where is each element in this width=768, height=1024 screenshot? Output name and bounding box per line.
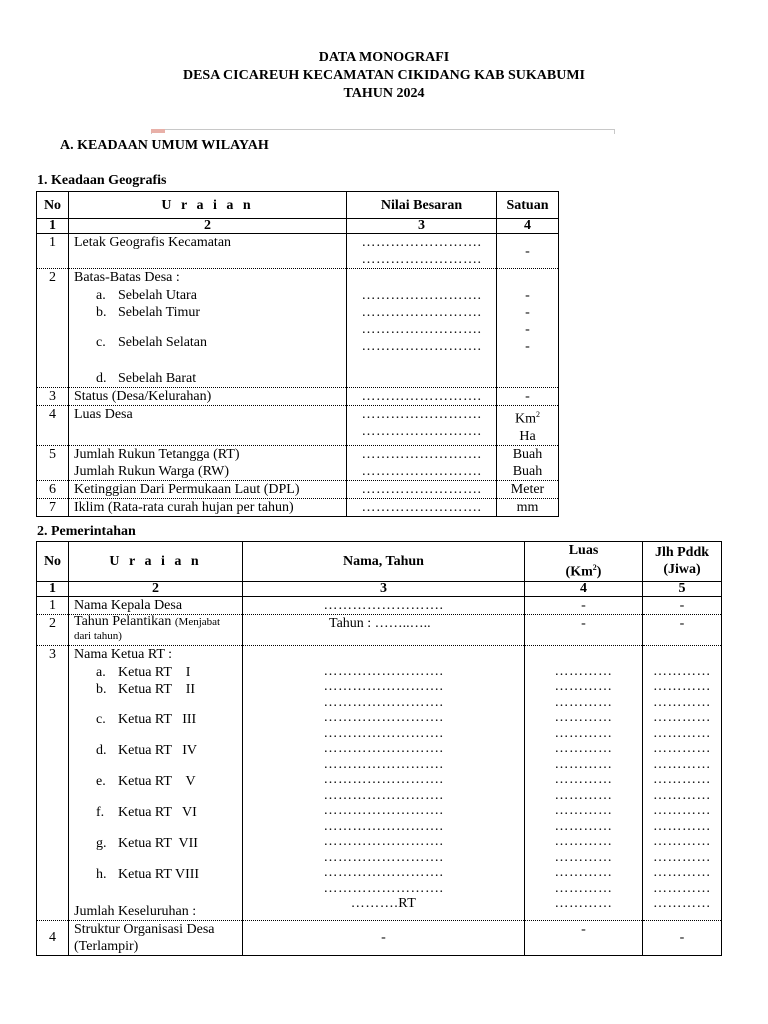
gov-row-label: Nama Kepala Desa: [69, 596, 243, 614]
geo-row-unit: Km$^2$ Ha: [497, 406, 559, 446]
gov-header-no: No: [37, 542, 69, 582]
geo-row-value: ……………………. …………………….: [347, 234, 497, 269]
gov-row-value: …………………….: [243, 596, 525, 614]
geo-row-value: ……………………. …………………….: [347, 445, 497, 480]
gov-header-luas: Luas (Km$^2$): [525, 542, 643, 582]
gov-row-pddk: -: [643, 920, 722, 955]
geo-row-unit: Buah Buah: [497, 445, 559, 480]
doc-title: DATA MONOGRAFI: [318, 50, 450, 65]
gov-header-nama: Nama, Tahun: [243, 542, 525, 582]
gov-row-value: -: [243, 920, 525, 955]
gov-row-label: Nama Ketua RT : a. Ketua RT I b. Ketua RT II c. Ketua RT III d. Ketua RT IV e. Ketua RT V f. Ketua RT VI g. Ketua RT VII h. Ketua RT VIII Jumlah Keseluruhan :: [69, 645, 243, 920]
gov-header-pddk: Jlh Pddk (Jiwa): [643, 542, 722, 582]
geo-colnum: 3: [347, 219, 497, 234]
gov-row-no: 1: [37, 596, 69, 614]
doc-subtitle: DESA CICAREUH KECAMATAN CIKIDANG KAB SUKABUMI: [182, 68, 585, 83]
geo-row-label: Luas Desa: [69, 406, 347, 446]
gov-row-luas: -: [525, 614, 643, 645]
gov-row-pddk: ………… ………… ………… ………… ………… ………… ………… ………… ………… ………… ………… ………… ………… ………… ………… …………: [643, 645, 722, 920]
geo-row-unit: mm: [497, 498, 559, 516]
geo-heading: 1. Keadaan Geografis: [37, 173, 167, 188]
gov-row-luas: -: [525, 920, 643, 955]
geo-row-value: …………………….: [347, 388, 497, 406]
geo-row-label: Letak Geografis Kecamatan: [69, 234, 347, 269]
gov-colnum: 4: [525, 581, 643, 596]
doc-year: TAHUN 2024: [343, 86, 425, 101]
gov-row-label: Struktur Organisasi Desa (Terlampir): [69, 920, 243, 955]
geo-row-unit: -: [497, 388, 559, 406]
geo-row-label: Status (Desa/Kelurahan): [69, 388, 347, 406]
faint-marker-icon: [151, 129, 165, 133]
gov-colnum: 2: [69, 581, 243, 596]
geo-row-value: …………………….: [347, 498, 497, 516]
geo-row-unit: Meter: [497, 480, 559, 498]
geo-row-label: Iklim (Rata-rata curah hujan per tahun): [69, 498, 347, 516]
gov-table: [36, 541, 722, 956]
document-header: [0, 49, 768, 103]
geo-row-no: 7: [37, 498, 69, 516]
geo-row-label: Batas-Batas Desa : a. Sebelah Utara b. Sebelah Timur c. Sebelah Selatan d. Sebelah Barat: [69, 269, 347, 388]
geo-colnum: 1: [37, 219, 69, 234]
geo-row-unit: - - - -: [497, 269, 559, 388]
gov-row-luas: ………… ………… ………… ………… ………… ………… ………… ………… ………… ………… ………… ………… ………… ………… ………… …………: [525, 645, 643, 920]
gov-row-no: 4: [37, 920, 69, 955]
gov-row-value: ……………………. ……………………. ……………………. ……………………. ……………………. ……………………. ……………………. ……………………. ……………………. ……………………. ……………………. ……………………. ……………………. ……………………. ……………………. ……….RT: [243, 645, 525, 920]
gov-row-pddk: -: [643, 614, 722, 645]
geo-row-no: 6: [37, 480, 69, 498]
geo-colnum: 4: [497, 219, 559, 234]
geo-header-nilai: Nilai Besaran: [347, 192, 497, 219]
gov-row-no: 2: [37, 614, 69, 645]
geo-colnum: 2: [69, 219, 347, 234]
geo-row-no: 5: [37, 445, 69, 480]
geo-row-no: 4: [37, 406, 69, 446]
geo-header-satuan: Satuan: [497, 192, 559, 219]
geo-header-no: No: [37, 192, 69, 219]
gov-colnum: 1: [37, 581, 69, 596]
gov-row-value: Tahun : ……..…..: [243, 614, 525, 645]
gov-row-luas: -: [525, 596, 643, 614]
geo-header-uraian: U r a i a n: [69, 192, 347, 219]
geo-row-label: Ketinggian Dari Permukaan Laut (DPL): [69, 480, 347, 498]
geo-row-value: ……………………. ……………………. ……………………. …………………….: [347, 269, 497, 388]
gov-header-uraian: U r a i a n: [69, 542, 243, 582]
geo-table: [36, 191, 559, 517]
faint-divider: [151, 129, 615, 134]
gov-heading: 2. Pemerintahan: [37, 524, 136, 539]
gov-row-label: Tahun Pelantikan (Menjabat dari tahun): [69, 614, 243, 645]
geo-row-value: …………………….: [347, 480, 497, 498]
geo-row-value: ……………………. …………………….: [347, 406, 497, 446]
geo-row-no: 1: [37, 234, 69, 269]
gov-row-pddk: -: [643, 596, 722, 614]
geo-row-no: 2: [37, 269, 69, 388]
geo-row-label: Jumlah Rukun Tetangga (RT) Jumlah Rukun Warga (RW): [69, 445, 347, 480]
gov-colnum: 3: [243, 581, 525, 596]
gov-colnum: 5: [643, 581, 722, 596]
geo-row-unit: -: [497, 234, 559, 269]
geo-row-no: 3: [37, 388, 69, 406]
gov-row-no: 3: [37, 645, 69, 920]
section-a-heading: A. KEADAAN UMUM WILAYAH: [60, 138, 269, 153]
